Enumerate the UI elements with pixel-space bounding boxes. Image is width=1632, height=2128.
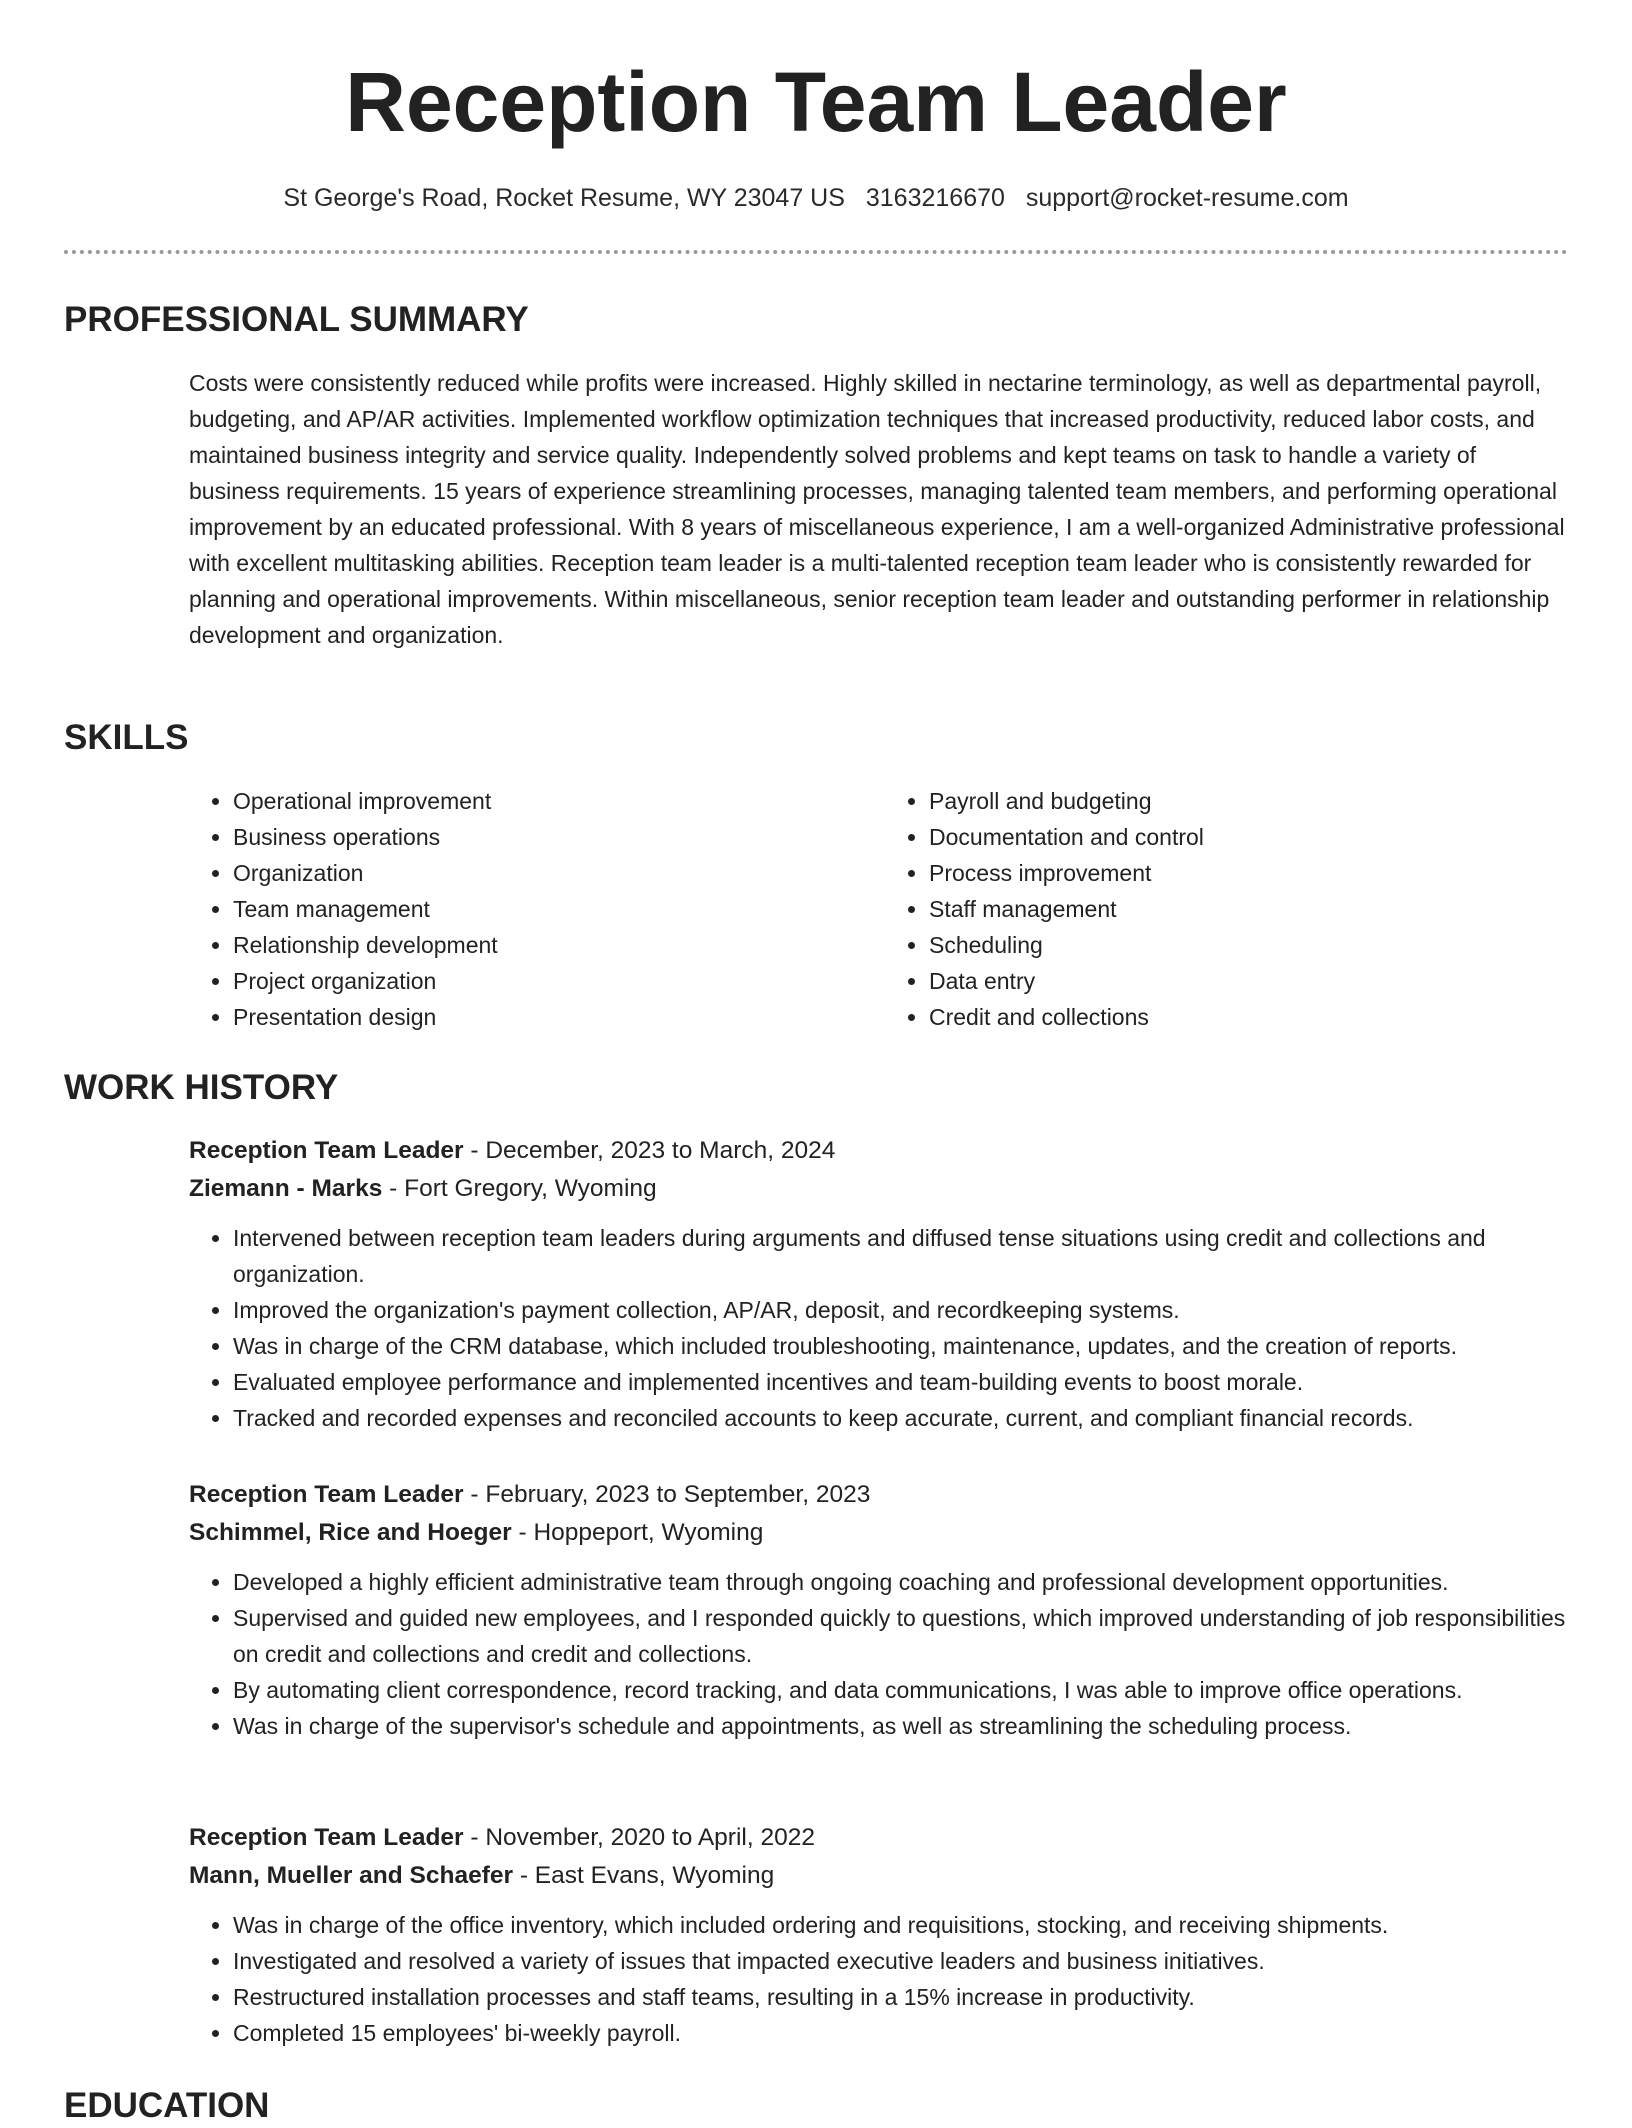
job-bullet: • Investigated and resolved a variety of issues that impacted executive leaders and business initiatives. <box>233 1943 1569 1979</box>
job-bullet: • Intervened between reception team leaders during arguments and diffused tense situations using credit and collections and organization. <box>233 1220 1569 1292</box>
skill-item: • Data entry <box>929 963 1565 999</box>
job-bullet: • Improved the organization's payment collection, AP/AR, deposit, and recordkeeping systems. <box>233 1292 1569 1328</box>
job-company: Ziemann - Marks <box>189 1175 383 1202</box>
job-bullets <box>189 1907 1569 2051</box>
skill-item: • Payroll and budgeting <box>929 783 1565 819</box>
job-bullet: • Developed a highly efficient administrative team through ongoing coaching and professional development opportunities. <box>233 1564 1569 1600</box>
job-bullet: • Was in charge of the supervisor's schedule and appointments, as well as streamlining the scheduling process. <box>233 1708 1569 1744</box>
skill-item: • Team management <box>233 891 869 927</box>
skills-column-right <box>869 783 1565 1035</box>
job-company-line <box>189 1514 1569 1552</box>
job-bullet: • Evaluated employee performance and implemented incentives and team-building events to boost morale. <box>233 1364 1569 1400</box>
job-role: Reception Team Leader <box>189 1481 464 1508</box>
skill-item: • Organization <box>233 855 869 891</box>
job-dates: - February, 2023 to September, 2023 <box>463 1481 871 1508</box>
job-role-line <box>189 1132 1569 1170</box>
skill-item: • Credit and collections <box>929 999 1565 1035</box>
skill-item: • Scheduling <box>929 927 1565 963</box>
job-bullet: • Tracked and recorded expenses and reconciled accounts to keep accurate, current, and compliant financial records. <box>233 1400 1569 1436</box>
skill-item: • Process improvement <box>929 855 1565 891</box>
job-company-line <box>189 1857 1569 1895</box>
contact-phone: 3163216670 <box>865 184 1005 212</box>
skills-list <box>189 783 1569 1035</box>
section-title-education: EDUCATION <box>64 2086 270 2125</box>
job-role: Reception Team Leader <box>189 1137 464 1164</box>
job-location: - East Evans, Wyoming <box>513 1862 775 1889</box>
job-bullet: • Supervised and guided new employees, and I responded quickly to questions, which improved understanding of job responsibilities on credit and collections and credit and collections. <box>233 1600 1569 1672</box>
summary-text: Costs were consistently reduced while profits were increased. Highly skilled in nectarine terminology, as well as departmental payroll, budgeting, and AP/AR activities. Implemented workflow optimization techniques that increased productivity, reduced labor costs, and maintained business integrity and service quality. Independently solved problems and kept teams on task to handle a variety of business requirements. 15 years of experience streamlining processes, managing talented team members, and performing operational improvement by an educated professional. With 8 years of miscellaneous experience, I am a well-organized Administrative professional with excellent multitasking abilities. Reception team leader is a multi-talented reception team leader who is consistently rewarded for planning and operational improvements. Within miscellaneous, senior reception team leader and outstanding performer in relationship development and organization. <box>189 370 1565 648</box>
job-location: - Hoppeport, Wyoming <box>511 1519 764 1546</box>
job-entry <box>189 1132 1569 1436</box>
job-dates: - December, 2023 to March, 2024 <box>463 1137 836 1164</box>
job-bullet: • Restructured installation processes and staff teams, resulting in a 15% increase in productivity. <box>233 1979 1569 2015</box>
job-bullet: • Was in charge of the office inventory, which included ordering and requisitions, stocking, and receiving shipments. <box>233 1907 1569 1943</box>
contact-line <box>0 182 1632 214</box>
contact-address: St George's Road, Rocket Resume, WY 23047 US <box>283 184 845 212</box>
job-entry <box>189 1476 1569 1744</box>
skill-item: • Operational improvement <box>233 783 869 819</box>
skills-column-left <box>189 783 869 1035</box>
job-bullet: • By automating client correspondence, record tracking, and data communications, I was able to improve office operations. <box>233 1672 1569 1708</box>
job-company: Schimmel, Rice and Hoeger <box>189 1519 512 1546</box>
job-dates: - November, 2020 to April, 2022 <box>463 1824 815 1851</box>
section-title-skills: SKILLS <box>64 718 189 757</box>
job-role: Reception Team Leader <box>189 1824 464 1851</box>
skill-item: • Relationship development <box>233 927 869 963</box>
skill-item: • Project organization <box>233 963 869 999</box>
resume-title: Reception Team Leader <box>345 55 1287 149</box>
section-title-summary: PROFESSIONAL SUMMARY <box>64 300 529 339</box>
job-company-line <box>189 1170 1569 1208</box>
skill-item: • Business operations <box>233 819 869 855</box>
job-bullets <box>189 1564 1569 1744</box>
skill-item: • Staff management <box>929 891 1565 927</box>
contact-email: support@rocket-resume.com <box>1025 184 1349 212</box>
job-entry <box>189 1819 1569 2051</box>
job-location: - Fort Gregory, Wyoming <box>382 1175 657 1202</box>
skill-item: • Documentation and control <box>929 819 1565 855</box>
job-company: Mann, Mueller and Schaefer <box>189 1862 514 1889</box>
job-bullet: • Was in charge of the CRM database, which included troubleshooting, maintenance, updates, and the creation of reports. <box>233 1328 1569 1364</box>
header-divider <box>64 250 1568 254</box>
job-role-line <box>189 1476 1569 1514</box>
job-role-line <box>189 1819 1569 1857</box>
section-title-work-history: WORK HISTORY <box>64 1068 339 1107</box>
job-bullets <box>189 1220 1569 1436</box>
job-bullet: • Completed 15 employees' bi-weekly payroll. <box>233 2015 1569 2051</box>
skill-item: • Presentation design <box>233 999 869 1035</box>
